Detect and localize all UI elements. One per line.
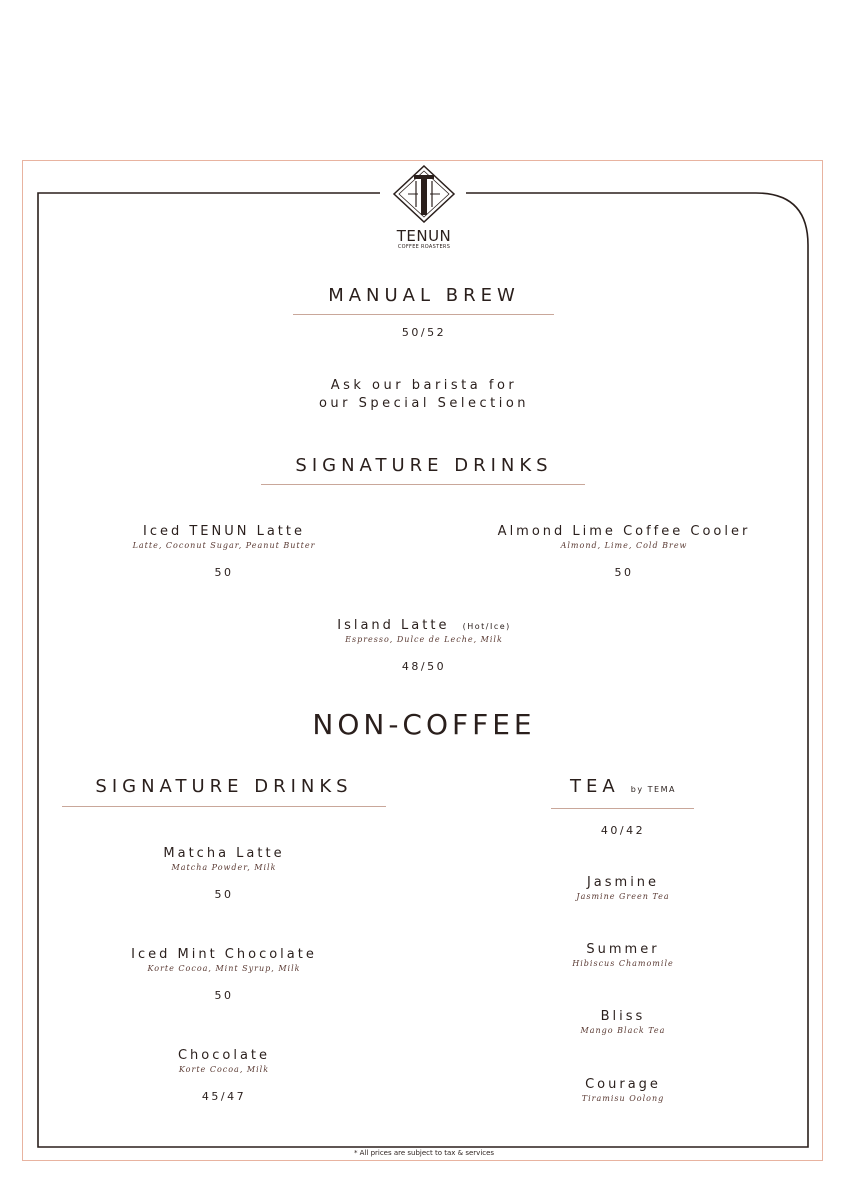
tea-item-name: Summer [586, 942, 660, 957]
item-name-text: Island Latte [337, 618, 450, 633]
menu-item [474, 524, 774, 579]
brand-name: TENUN [396, 227, 452, 245]
tea-item-name: Bliss [600, 1009, 646, 1024]
signature-noncoffee-heading: SIGNATURE DRINKS [95, 776, 353, 797]
menu-item [84, 524, 364, 579]
tea-heading [552, 776, 694, 797]
tea-item-name: Courage [585, 1077, 661, 1092]
item-price: 45/47 [201, 1090, 247, 1103]
manual-brew-note [274, 377, 574, 413]
manual-brew-note-line2: our Special Selection [318, 396, 530, 411]
tea-item-description: Jasmine Green Tea [576, 892, 670, 901]
item-price: 50 [214, 989, 234, 1002]
item-price: 50 [214, 888, 234, 901]
tea-item-name: Jasmine [586, 875, 660, 890]
tea-item-description: Tiramisu Oolong [581, 1094, 665, 1103]
tea-by-label: by TEMA [630, 785, 676, 794]
brand-logo [392, 165, 456, 251]
menu-item [94, 846, 354, 901]
non-coffee-heading: NON-COFFEE [312, 708, 536, 741]
brand-tagline: COFFEE ROASTERS [397, 244, 451, 250]
item-name: Almond Lime Coffee Cooler [497, 524, 751, 539]
item-description: Matcha Powder, Milk [171, 863, 277, 872]
tea-heading-text: TEA [570, 776, 620, 797]
menu-item [294, 618, 554, 673]
menu-item [94, 947, 354, 1002]
signature-noncoffee-rule [62, 806, 386, 807]
item-description: Latte, Coconut Sugar, Peanut Butter [132, 541, 316, 550]
logo-emblem-icon [392, 165, 456, 223]
tea-item [533, 875, 713, 901]
item-description: Korte Cocoa, Milk [178, 1065, 270, 1074]
tea-item-description: Hibiscus Chamomile [572, 959, 674, 968]
item-name: Iced Mint Chocolate [131, 947, 317, 962]
tea-rule [551, 808, 694, 809]
tea-item-description: Mango Black Tea [580, 1026, 666, 1035]
item-variant-tag: (Hot/Ice) [462, 622, 511, 631]
item-name: Chocolate [177, 1048, 271, 1063]
item-description: Espresso, Dulce de Leche, Milk [345, 635, 503, 644]
item-price: 50 [214, 566, 234, 579]
tea-price: 40/42 [600, 824, 646, 837]
item-price: 48/50 [401, 660, 447, 673]
manual-brew-price: 50/52 [401, 326, 447, 339]
footer-note: * All prices are subject to tax & services [353, 1149, 495, 1157]
manual-brew-note-line1: Ask our barista for [330, 378, 518, 393]
item-name [294, 618, 554, 633]
signature-coffee-rule [261, 484, 585, 485]
item-description: Korte Cocoa, Mint Syrup, Milk [147, 964, 301, 973]
signature-coffee-heading: SIGNATURE DRINKS [295, 455, 553, 476]
item-price: 50 [614, 566, 634, 579]
item-description: Almond, Lime, Cold Brew [560, 541, 688, 550]
manual-brew-rule [293, 314, 554, 315]
tea-item [533, 942, 713, 968]
menu-item [94, 1048, 354, 1103]
manual-brew-heading: MANUAL BREW [328, 285, 520, 306]
tea-item [533, 1077, 713, 1103]
item-name: Matcha Latte [163, 846, 285, 861]
tea-item [533, 1009, 713, 1035]
item-name: Iced TENUN Latte [142, 524, 306, 539]
